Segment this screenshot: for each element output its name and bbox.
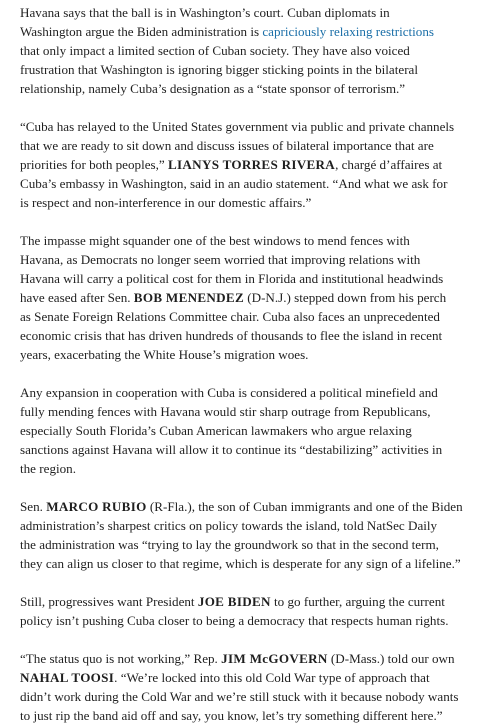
article-paragraph [20,497,469,573]
text-segment: sanctions against Havana will allow it to continue its “destabilizing” activities in [20,442,443,457]
text-segment: fully mending fences with Havana would stir sharp outrage from Republicans, [20,404,431,419]
text-segment: . “We’re locked into this old Cold War type of approach that [114,670,430,685]
person-name: LIANYS TORRES RIVERA [168,157,336,172]
text-segment: The impasse might squander one of the best windows to mend fences with [20,233,410,248]
text-line [20,136,469,155]
text-segment: to go further, arguing the current [270,594,445,609]
text-line [20,687,469,706]
text-line [20,193,469,212]
text-segment: “The status quo is not working,” Rep. [20,651,222,666]
text-segment: the region. [20,461,76,476]
text-line [20,706,469,725]
person-name: JOE BIDEN [197,594,271,609]
text-segment: Cuba’s embassy in Washington, said in an audio statement. “And what we ask for [20,176,448,191]
article-paragraph [20,383,469,478]
text-segment: to just rip the band aid off and say, you know, let’s try something different here.” [20,708,443,723]
text-line [20,497,469,516]
text-segment: administration’s sharpest critics on policy towards the island, told NatSec Daily [20,518,438,533]
text-line [20,554,469,573]
text-segment: years, exacerbating the White House’s migration woes. [20,347,309,362]
text-segment: Any expansion in cooperation with Cuba is considered a political minefield and [20,385,438,400]
text-segment: didn’t work during the Cold War and we’re still stuck with it because nobody wants [20,689,459,704]
article-paragraph [20,117,469,212]
text-line [20,668,469,687]
text-line [20,174,469,193]
text-segment: the administration was “trying to lay the groundwork so that in the second term, [20,537,439,552]
text-segment: Still, progressives want President [20,594,198,609]
text-segment: priorities for both peoples,” [20,157,168,172]
text-line [20,307,469,326]
text-segment: that we are ready to sit down and discuss issues of bilateral importance that are [20,138,434,153]
text-line [20,155,469,174]
text-segment: (D-N.J.) stepped down from his perch [243,290,447,305]
text-line [20,117,469,136]
text-line [20,535,469,554]
text-segment: Havana, as Democrats no longer seem worried that improving relations with [20,252,421,267]
text-segment: (R-Fla.), the son of Cuban immigrants and one of the Biden [146,499,463,514]
text-segment: frustration that Washington is ignoring bigger sticking points in the bilateral [20,62,419,77]
person-name: NAHAL TOOSI [20,670,115,685]
text-line [20,649,469,668]
text-line [20,459,469,478]
text-line [20,516,469,535]
text-line [20,79,469,98]
text-segment: , chargé d’affaires at [335,157,443,172]
text-line [20,250,469,269]
person-name: JIM McGOVERN [221,651,328,666]
text-line [20,402,469,421]
text-line [20,421,469,440]
text-line [20,611,469,630]
text-segment: especially South Florida’s Cuban American lawmakers who argue relaxing [20,423,412,438]
text-line [20,383,469,402]
text-segment: “Cuba has relayed to the United States government via public and private channels [20,119,455,134]
text-segment: is respect and non-interference in our domestic affairs.” [20,195,312,210]
text-segment: (D-Mass.) told our own [327,651,455,666]
text-line [20,326,469,345]
text-line [20,22,469,41]
text-line [20,41,469,60]
text-segment: Washington argue the Biden administration is [20,24,263,39]
text-line [20,440,469,459]
text-line [20,231,469,250]
text-segment: Havana will carry a political cost for them in Florida and institutional headwinds [20,271,444,286]
inline-link[interactable]: capriciously relaxing restrictions [262,24,434,39]
article-paragraph [20,231,469,364]
text-segment: Havana says that the ball is in Washington’s court. Cuban diplomats in [20,5,390,20]
person-name: BOB MENENDEZ [133,290,244,305]
text-segment: economic crisis that has driven hundreds of thousands to flee the island in recent [20,328,443,343]
text-line [20,3,469,22]
article-paragraph [20,649,469,725]
text-segment: that only impact a limited section of Cuban society. They have also voiced [20,43,410,58]
text-line [20,345,469,364]
text-line [20,288,469,307]
text-segment: policy isn’t pushing Cuba closer to being a democracy that respects human rights. [20,613,449,628]
article-paragraph [20,592,469,630]
text-segment: relationship, namely Cuba’s designation as a “state sponsor of terrorism.” [20,81,406,96]
article-paragraph [20,3,469,98]
text-line [20,592,469,611]
text-segment: Sen. [20,499,47,514]
text-line [20,269,469,288]
text-segment: they can align us closer to that regime, which is desperate for any sign of a lifeline.” [20,556,461,571]
text-segment: as Senate Foreign Relations Committee chair. Cuba also faces an unprecedented [20,309,440,324]
text-segment: have eased after Sen. [20,290,134,305]
person-name: MARCO RUBIO [46,499,147,514]
text-line [20,60,469,79]
